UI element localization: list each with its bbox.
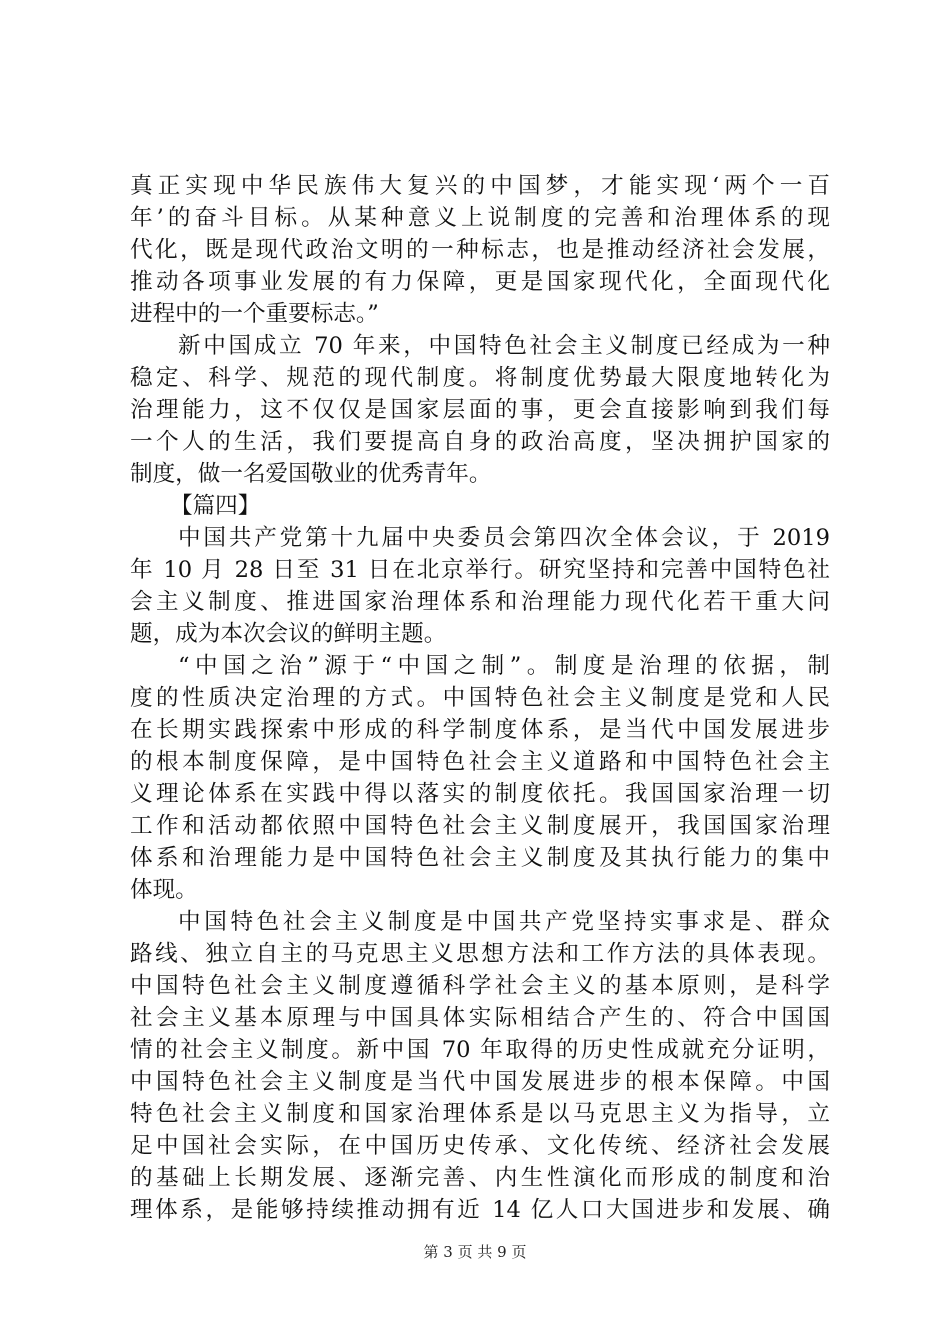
text-line: 义理论体系在实践中得以落实的制度依托。我国国家治理一切 — [130, 781, 830, 807]
text-line: 的根本制度保障，是中国特色社会主义道路和中国特色社会主 — [130, 749, 830, 775]
text-line: 路线、独立自主的马克思主义思想方法和工作方法的具体表现。 — [130, 941, 830, 967]
text-line: 在长期实践探索中形成的科学制度体系，是当代中国发展进步 — [130, 717, 830, 743]
text-line: 情的社会主义制度。新中国 70 年取得的历史性成就充分证明， — [130, 1037, 830, 1063]
text-line: 【篇四】 — [170, 493, 261, 519]
text-line: 体现。 — [130, 877, 198, 903]
text-line: 中国特色社会主义制度是当代中国发展进步的根本保障。中国 — [130, 1069, 830, 1095]
text-line: 代化，既是现代政治文明的一种标志，也是推动经济社会发展， — [130, 237, 830, 263]
text-line: 治理能力，这不仅仅是国家层面的事，更会直接影响到我们每 — [130, 397, 830, 423]
text-line: 特色社会主义制度和国家治理体系是以马克思主义为指导，立 — [130, 1101, 830, 1127]
text-line: 进程中的一个重要标志。” — [130, 301, 379, 327]
document-body — [130, 170, 830, 1226]
text-line: 足中国社会实际，在中国历史传承、文化传统、经济社会发展 — [130, 1133, 830, 1159]
text-line: “中国之治”源于“中国之制”。制度是治理的依据，制 — [178, 653, 830, 679]
text-line: 会主义制度、推进国家治理体系和治理能力现代化若干重大问 — [130, 589, 830, 615]
text-line: 年’的奋斗目标。从某种意义上说制度的完善和治理体系的现 — [130, 205, 830, 231]
text-line: 稳定、科学、规范的现代制度。将制度优势最大限度地转化为 — [130, 365, 830, 391]
text-line: 度的性质决定治理的方式。中国特色社会主义制度是党和人民 — [130, 685, 830, 711]
text-line: 体系和治理能力是中国特色社会主义制度及其执行能力的集中 — [130, 845, 830, 871]
text-line: 制度，做一名爱国敬业的优秀青年。 — [130, 461, 492, 487]
text-line: 理体系，是能够持续推动拥有近 14 亿人口大国进步和发展、确 — [130, 1197, 830, 1223]
text-line: 题，成为本次会议的鲜明主题。 — [130, 621, 447, 647]
text-line: 新中国成立 70 年来，中国特色社会主义制度已经成为一种 — [178, 333, 830, 359]
text-line: 工作和活动都依照中国特色社会主义制度展开，我国国家治理 — [130, 813, 830, 839]
text-line: 社会主义基本原理与中国具体实际相结合产生的、符合中国国 — [130, 1005, 830, 1031]
text-line: 中国特色社会主义制度是中国共产党坚持实事求是、群众 — [178, 909, 830, 935]
text-line: 中国共产党第十九届中央委员会第四次全体会议，于 2019 — [178, 525, 830, 551]
text-line: 真正实现中华民族伟大复兴的中国梦，才能实现‘两个一百 — [130, 173, 830, 199]
text-line: 推动各项事业发展的有力保障，更是国家现代化，全面现代化 — [130, 269, 830, 295]
text-line: 年 10 月 28 日至 31 日在北京举行。研究坚持和完善中国特色社 — [130, 557, 830, 583]
page-footer: 第 3 页 共 9 页 — [423, 1243, 527, 1261]
text-line: 一个人的生活，我们要提高自身的政治高度，坚决拥护国家的 — [130, 429, 830, 455]
text-line: 的基础上长期发展、逐渐完善、内生性演化而形成的制度和治 — [130, 1165, 830, 1191]
text-line: 中国特色社会主义制度遵循科学社会主义的基本原则，是科学 — [130, 973, 830, 999]
